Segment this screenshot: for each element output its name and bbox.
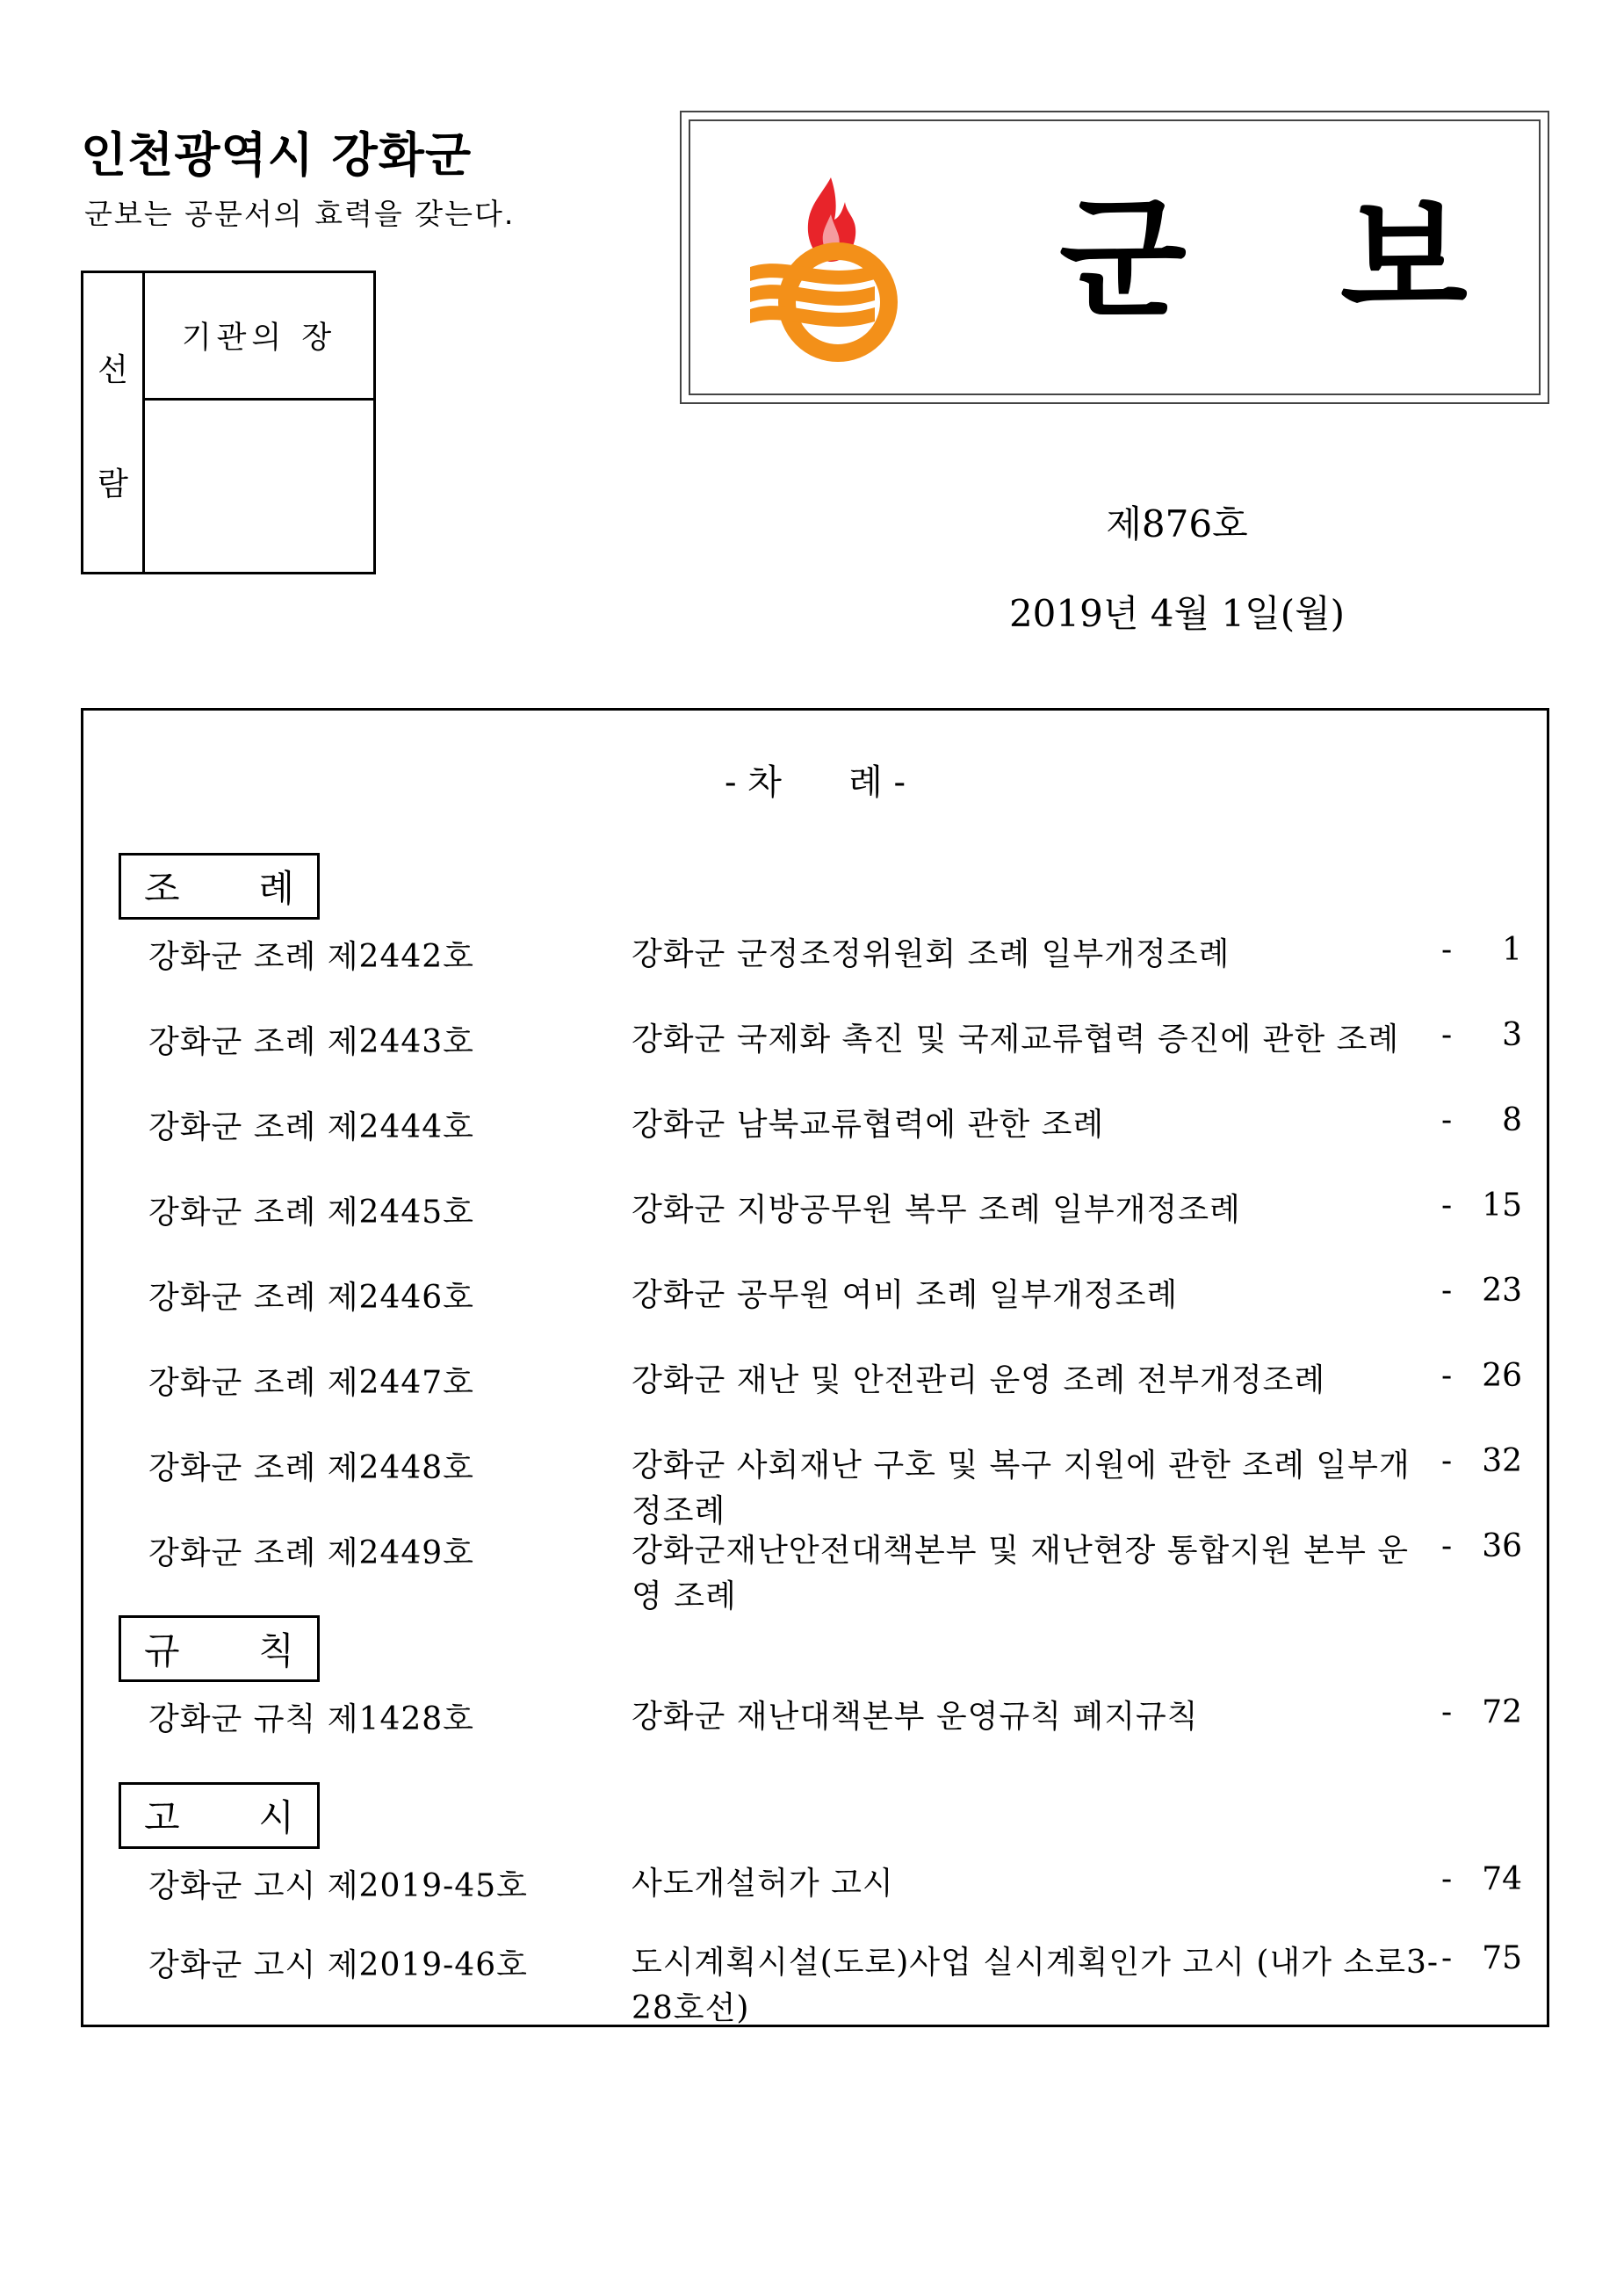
toc-item-number: 강화군 조례 제2443호 [148,1024,474,1060]
review-side-bottom: 람 [97,466,128,502]
banner-char-gun: 군 [1059,184,1187,336]
toc-item-dash: - [1441,1694,1453,1730]
toc-item-dash: - [1441,1528,1453,1564]
toc-item-title: 강화군 공무원 여비 조례 일부개정조례 [632,1277,1179,1313]
toc-item-number: 강화군 고시 제2019-45호 [148,1868,528,1904]
toc-item-dash: - [1441,1188,1453,1224]
section-char: 규 [144,1629,180,1672]
toc-item-title: 강화군 남북교류협력에 관한 조례 [632,1107,1105,1143]
toc-item-page: 26 [1482,1358,1522,1394]
toc-item-page: 15 [1482,1188,1522,1224]
toc-item-number: 강화군 규칙 제1428호 [148,1701,474,1737]
toc-item-page: 32 [1482,1443,1522,1479]
section-heading-rule [119,1615,320,1682]
section-char: 칙 [258,1629,294,1672]
toc-item-dash: - [1441,1861,1453,1897]
review-side-column [83,273,145,572]
toc-item-title: 강화군 재난대책본부 운영규칙 폐지규칙 [632,1699,1199,1735]
toc-item-number: 강화군 조례 제2447호 [148,1365,474,1401]
toc-item-title: 강화군 군정조정위원회 조례 일부개정조례 [632,936,1231,972]
toc-item-page: 36 [1482,1528,1522,1564]
toc-item-number: 강화군 조례 제2446호 [148,1280,474,1316]
title-banner [680,111,1549,404]
title-banner-inner [689,119,1541,395]
toc-item-title: 도시계획시설(도로)사업 실시계획인가 고시 (내가 소로3-28호선) [632,1945,1440,2026]
toc-item-page: 3 [1502,1017,1522,1053]
toc-item-dash: - [1441,1017,1453,1053]
gangwha-emblem-icon [743,170,919,364]
org-title: 인천광역시 강화군 [81,127,473,183]
toc-item-page: 72 [1482,1694,1522,1730]
toc-item-number: 강화군 조례 제2445호 [148,1195,474,1231]
toc-item-dash: - [1441,932,1453,968]
toc-item-page: 74 [1482,1861,1522,1897]
review-side-top: 선 [97,352,128,388]
toc-item-title: 강화군 지방공무원 복무 조례 일부개정조례 [632,1192,1241,1228]
toc-item-dash: - [1441,1102,1453,1138]
section-char: 조 [144,867,180,910]
toc-title: - 차 례 - [724,762,906,803]
section-char: 례 [258,867,294,910]
toc-item-number: 강화군 조례 제2442호 [148,939,474,975]
toc-item-title: 사도개설허가 고시 [632,1866,894,1902]
issue-number: 제876호 [1106,502,1248,545]
banner-char-bo: 보 [1340,184,1468,336]
review-head: 기관의 장 [145,273,373,401]
issue-date: 2019년 4월 1일(월) [1008,592,1346,635]
toc-item-page: 23 [1482,1273,1522,1309]
toc-item-dash: - [1441,1443,1453,1479]
toc-item-title: 강화군 국제화 촉진 및 국제교류협력 증진에 관한 조례 [632,1022,1400,1058]
org-subtitle: 군보는 공문서의 효력을 갖는다. [84,197,516,231]
toc-item-title: 강화군 재난 및 안전관리 운영 조례 전부개정조례 [632,1362,1326,1398]
toc-item-number: 강화군 조례 제2449호 [148,1535,474,1571]
section-heading-notice [119,1782,320,1849]
toc-box [81,708,1549,2027]
toc-item-title: 강화군 사회재난 구호 및 복구 지원에 관한 조례 일부개정조례 [632,1448,1411,1529]
toc-item-page: 8 [1502,1102,1522,1138]
toc-item-dash: - [1441,1358,1453,1394]
toc-item-dash: - [1441,1940,1453,1976]
section-heading-ordinance [119,853,320,920]
toc-item-page: 1 [1502,932,1522,968]
toc-item-page: 75 [1482,1940,1522,1976]
section-char: 고 [144,1796,180,1839]
toc-item-number: 강화군 조례 제2448호 [148,1450,474,1486]
toc-item-number: 강화군 조례 제2444호 [148,1109,474,1145]
toc-item-number: 강화군 고시 제2019-46호 [148,1947,528,1983]
review-stamp-box [81,271,376,574]
section-char: 시 [258,1796,294,1839]
toc-item-title: 강화군재난안전대책본부 및 재난현장 통합지원 본부 운영 조례 [632,1533,1410,1614]
toc-item-dash: - [1441,1273,1453,1309]
